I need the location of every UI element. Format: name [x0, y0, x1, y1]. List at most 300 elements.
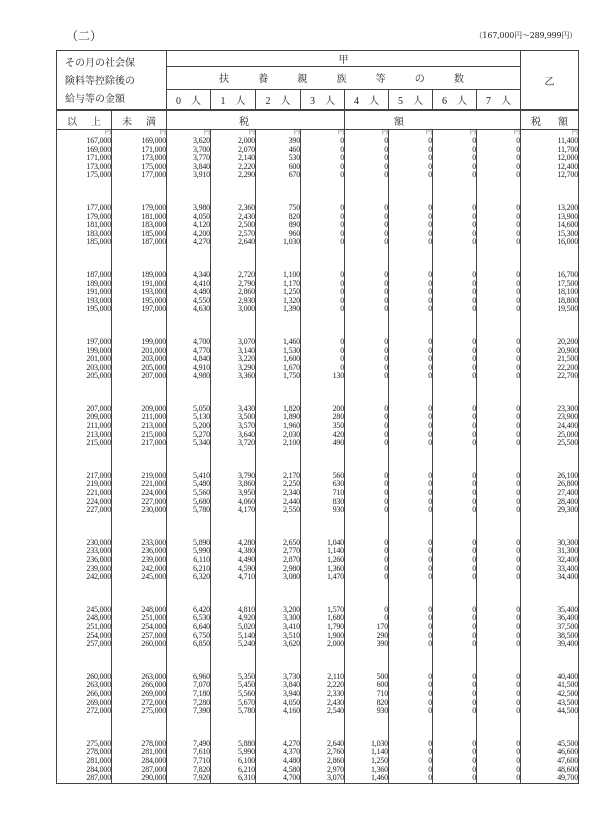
table-row [57, 347, 579, 356]
table-cell: 6,640 [167, 623, 211, 632]
table-cell: 420 [301, 431, 345, 440]
table-cell: 4,340 [167, 271, 211, 280]
table-cell: 263,000 [112, 673, 167, 682]
table-cell: 201,000 [112, 347, 167, 356]
table-cell: 350 [301, 422, 345, 431]
table-cell: 0 [477, 573, 521, 582]
table-cell: 171,000 [112, 146, 167, 155]
table-cell: 0 [477, 489, 521, 498]
spacer-cell [345, 649, 389, 673]
table-row [57, 640, 579, 649]
table-cell: 0 [345, 137, 389, 146]
table-cell: 5,350 [211, 673, 256, 682]
table-cell: 490 [301, 439, 345, 448]
table-row [57, 364, 579, 373]
spacer-cell [389, 180, 433, 204]
table-cell: 0 [301, 213, 345, 222]
table-cell: 5,990 [211, 748, 256, 757]
spacer-cell [167, 247, 211, 271]
table-cell: 0 [389, 573, 433, 582]
table-cell: 0 [345, 305, 389, 314]
table-cell: 266,000 [57, 690, 112, 699]
table-cell: 4,050 [256, 699, 301, 708]
table-cell: 0 [477, 673, 521, 682]
table-cell: 2,330 [301, 690, 345, 699]
tax-header-zei: 税 [167, 110, 345, 130]
table-cell: 193,000 [57, 297, 112, 306]
table-cell: 5,410 [167, 472, 211, 481]
table-cell: 0 [433, 347, 477, 356]
table-cell: 710 [345, 690, 389, 699]
table-cell: 0 [345, 163, 389, 172]
table-cell: 2,000 [211, 137, 256, 146]
table-cell: 7,180 [167, 690, 211, 699]
table-cell: 0 [433, 707, 477, 716]
miman-header-char: 満 [146, 116, 156, 128]
table-row [57, 413, 579, 422]
table-cell: 0 [477, 422, 521, 431]
spacer-cell [112, 247, 167, 271]
table-cell: 197,000 [112, 305, 167, 314]
table-cell: 0 [345, 431, 389, 440]
table-cell: 0 [389, 146, 433, 155]
spacer-cell [389, 716, 433, 740]
table-cell: 13,200 [521, 204, 579, 213]
table-cell: 2,860 [301, 757, 345, 766]
table-cell: 2,070 [211, 146, 256, 155]
yen-unit: 円 [301, 130, 345, 138]
table-cell: 0 [477, 364, 521, 373]
table-cell: 0 [433, 297, 477, 306]
table-cell: 5,560 [167, 489, 211, 498]
spacer-cell [301, 180, 345, 204]
table-cell: 281,000 [112, 748, 167, 757]
table-cell: 3,360 [211, 372, 256, 381]
table-cell: 227,000 [112, 498, 167, 507]
table-cell: 0 [433, 673, 477, 682]
table-cell: 1,040 [301, 539, 345, 548]
table-cell: 0 [477, 472, 521, 481]
table-cell: 280 [301, 413, 345, 422]
table-cell: 0 [433, 405, 477, 414]
table-cell: 630 [301, 480, 345, 489]
table-cell: 0 [345, 364, 389, 373]
table-cell: 4,810 [211, 606, 256, 615]
table-cell: 4,910 [167, 364, 211, 373]
table-cell: 0 [477, 766, 521, 775]
spacer-cell [345, 180, 389, 204]
table-cell: 0 [477, 606, 521, 615]
table-cell: 0 [433, 573, 477, 582]
table-cell: 0 [477, 163, 521, 172]
table-cell: 0 [389, 632, 433, 641]
spacer-cell [345, 314, 389, 338]
spacer-cell [112, 515, 167, 539]
spacer-cell [211, 716, 256, 740]
table-cell: 5,780 [167, 506, 211, 515]
table-cell: 221,000 [112, 480, 167, 489]
spacer-cell [389, 314, 433, 338]
table-cell: 0 [301, 137, 345, 146]
table-cell: 287,000 [112, 766, 167, 775]
table-cell: 0 [345, 271, 389, 280]
table-cell: 2,000 [301, 640, 345, 649]
table-cell: 0 [477, 774, 521, 783]
table-cell: 4,480 [167, 288, 211, 297]
table-cell: 820 [345, 699, 389, 708]
spacer-cell [211, 582, 256, 606]
yen-unit: 円 [112, 130, 167, 138]
block-spacer [57, 649, 579, 673]
table-cell: 0 [389, 439, 433, 448]
table-cell: 205,000 [112, 364, 167, 373]
table-cell: 530 [256, 154, 301, 163]
table-cell: 5,020 [211, 623, 256, 632]
table-cell: 0 [477, 547, 521, 556]
table-cell: 27,400 [521, 489, 579, 498]
table-cell: 4,060 [211, 498, 256, 507]
table-cell: 0 [345, 230, 389, 239]
table-cell: 45,500 [521, 740, 579, 749]
table-row [57, 439, 579, 448]
spacer-cell [57, 448, 112, 472]
spacer-cell [167, 381, 211, 405]
spacer-cell [112, 381, 167, 405]
table-cell: 0 [477, 280, 521, 289]
spacer-cell [167, 515, 211, 539]
spacer-cell [301, 515, 345, 539]
table-cell: 0 [389, 498, 433, 507]
table-cell: 0 [433, 372, 477, 381]
table-row [57, 632, 579, 641]
spacer-cell [167, 716, 211, 740]
table-cell: 0 [433, 506, 477, 515]
table-row [57, 690, 579, 699]
yen-unit: 円 [57, 130, 112, 138]
table-cell: 600 [345, 681, 389, 690]
table-cell: 4,280 [211, 539, 256, 548]
table-row [57, 506, 579, 515]
table-cell: 209,000 [112, 405, 167, 414]
table-cell: 21,500 [521, 355, 579, 364]
table-cell: 1,680 [301, 614, 345, 623]
table-cell: 3,290 [211, 364, 256, 373]
table-cell: 6,210 [211, 766, 256, 775]
spacer-cell [433, 180, 477, 204]
spacer-cell [57, 314, 112, 338]
table-cell: 254,000 [112, 623, 167, 632]
table-cell: 4,200 [167, 230, 211, 239]
spacer-cell [433, 649, 477, 673]
table-cell: 4,270 [256, 740, 301, 749]
table-cell: 242,000 [112, 565, 167, 574]
table-cell: 7,490 [167, 740, 211, 749]
table-cell: 3,730 [256, 673, 301, 682]
table-cell: 0 [345, 422, 389, 431]
table-cell: 0 [345, 413, 389, 422]
spacer-cell [57, 247, 112, 271]
table-cell: 0 [345, 405, 389, 414]
table-cell: 0 [477, 372, 521, 381]
table-cell: 245,000 [57, 606, 112, 615]
table-cell: 1,600 [256, 355, 301, 364]
table-cell: 5,140 [211, 632, 256, 641]
table-cell: 0 [477, 154, 521, 163]
table-row [57, 480, 579, 489]
table-cell: 4,160 [256, 707, 301, 716]
table-cell: 2,970 [301, 766, 345, 775]
dependents-col-header: 0 人 [167, 89, 211, 110]
table-cell: 0 [389, 305, 433, 314]
table-cell: 0 [301, 204, 345, 213]
table-cell: 5,480 [167, 480, 211, 489]
table-cell: 32,400 [521, 556, 579, 565]
table-cell: 0 [389, 230, 433, 239]
table-cell: 200 [301, 405, 345, 414]
table-cell: 6,310 [211, 774, 256, 783]
kou-header: 甲 [167, 51, 521, 67]
table-cell: 1,470 [301, 573, 345, 582]
table-cell: 0 [433, 640, 477, 649]
table-cell: 2,360 [211, 204, 256, 213]
table-cell: 6,110 [167, 556, 211, 565]
table-row [57, 146, 579, 155]
table-cell: 189,000 [57, 280, 112, 289]
table-cell: 4,700 [256, 774, 301, 783]
table-cell: 2,500 [211, 221, 256, 230]
spacer-cell [256, 247, 301, 271]
table-cell: 6,100 [211, 757, 256, 766]
income-bracket-header-line: 給与等の金額 [65, 94, 125, 105]
tax-table-body [57, 130, 579, 784]
dependents-col-header: 6 人 [433, 89, 477, 110]
spacer-cell [521, 649, 579, 673]
table-row [57, 230, 579, 239]
table-cell: 0 [301, 271, 345, 280]
spacer-cell [389, 381, 433, 405]
table-row [57, 707, 579, 716]
spacer-cell [389, 649, 433, 673]
table-cell: 2,140 [211, 154, 256, 163]
table-cell: 257,000 [57, 640, 112, 649]
spacer-cell [211, 314, 256, 338]
table-cell: 0 [389, 766, 433, 775]
table-cell: 169,000 [112, 137, 167, 146]
spacer-cell [521, 247, 579, 271]
dependents-col-header: 7 人 [477, 89, 521, 110]
table-cell: 0 [389, 748, 433, 757]
table-cell: 0 [345, 280, 389, 289]
yen-unit: 円 [521, 130, 579, 138]
table-cell: 0 [433, 338, 477, 347]
table-cell: 710 [301, 489, 345, 498]
table-cell: 2,570 [211, 230, 256, 239]
table-row [57, 539, 579, 548]
table-cell: 209,000 [57, 413, 112, 422]
spacer-cell [433, 582, 477, 606]
table-cell: 187,000 [112, 238, 167, 247]
spacer-cell [167, 180, 211, 204]
spacer-cell [167, 314, 211, 338]
spacer-cell [345, 716, 389, 740]
table-cell: 2,550 [256, 506, 301, 515]
table-cell: 3,770 [167, 154, 211, 163]
table-cell: 19,500 [521, 305, 579, 314]
table-cell: 0 [433, 305, 477, 314]
table-cell: 0 [301, 355, 345, 364]
spacer-cell [256, 716, 301, 740]
table-cell: 290 [345, 632, 389, 641]
spacer-cell [521, 381, 579, 405]
table-cell: 0 [433, 422, 477, 431]
table-cell: 224,000 [112, 489, 167, 498]
table-cell: 0 [389, 213, 433, 222]
table-cell: 3,430 [211, 405, 256, 414]
spacer-cell [477, 716, 521, 740]
table-cell: 0 [301, 305, 345, 314]
table-cell: 219,000 [112, 472, 167, 481]
spacer-cell [477, 448, 521, 472]
table-cell: 257,000 [112, 632, 167, 641]
spacer-cell [477, 180, 521, 204]
table-cell: 7,070 [167, 681, 211, 690]
table-cell: 0 [389, 614, 433, 623]
table-cell: 0 [301, 146, 345, 155]
table-cell: 44,500 [521, 707, 579, 716]
spacer-cell [389, 582, 433, 606]
table-cell: 7,710 [167, 757, 211, 766]
spacer-cell [301, 582, 345, 606]
table-cell: 0 [389, 204, 433, 213]
table-cell: 251,000 [57, 623, 112, 632]
spacer-cell [345, 247, 389, 271]
spacer-cell [345, 448, 389, 472]
table-cell: 5,130 [167, 413, 211, 422]
table-cell: 233,000 [57, 547, 112, 556]
table-row [57, 681, 579, 690]
table-cell: 263,000 [57, 681, 112, 690]
table-cell: 5,990 [167, 547, 211, 556]
table-cell: 0 [301, 163, 345, 172]
table-cell: 0 [477, 204, 521, 213]
table-cell: 0 [389, 372, 433, 381]
table-cell: 11,700 [521, 146, 579, 155]
yen-unit: 円 [211, 130, 256, 138]
table-row [57, 372, 579, 381]
table-cell: 0 [477, 757, 521, 766]
table-cell: 0 [389, 690, 433, 699]
table-cell: 28,400 [521, 498, 579, 507]
table-cell: 0 [389, 238, 433, 247]
table-cell: 3,000 [211, 305, 256, 314]
dependents-header-char: の [414, 74, 425, 86]
table-cell: 0 [389, 707, 433, 716]
block-spacer [57, 180, 579, 204]
table-cell: 0 [345, 547, 389, 556]
table-cell: 2,110 [301, 673, 345, 682]
table-row [57, 355, 579, 364]
block-spacer [57, 582, 579, 606]
spacer-cell [345, 381, 389, 405]
table-cell: 1,360 [345, 766, 389, 775]
table-row [57, 171, 579, 180]
table-cell: 248,000 [57, 614, 112, 623]
table-cell: 3,070 [301, 774, 345, 783]
table-cell: 0 [433, 238, 477, 247]
table-cell: 0 [301, 364, 345, 373]
table-cell: 6,850 [167, 640, 211, 649]
table-cell: 0 [345, 213, 389, 222]
spacer-cell [211, 649, 256, 673]
table-cell: 0 [345, 489, 389, 498]
table-cell: 0 [345, 372, 389, 381]
table-cell: 6,530 [167, 614, 211, 623]
table-cell: 25,500 [521, 439, 579, 448]
table-cell: 1,250 [345, 757, 389, 766]
dependents-header-char: 等 [375, 74, 386, 86]
table-cell: 0 [301, 171, 345, 180]
table-cell: 26,100 [521, 472, 579, 481]
table-cell: 390 [345, 640, 389, 649]
spacer-cell [521, 582, 579, 606]
block-spacer [57, 515, 579, 539]
table-row [57, 297, 579, 306]
table-cell: 0 [477, 439, 521, 448]
spacer-cell [521, 314, 579, 338]
table-row [57, 489, 579, 498]
table-cell: 183,000 [112, 221, 167, 230]
spacer-cell [301, 649, 345, 673]
table-cell: 12,700 [521, 171, 579, 180]
table-cell: 16,000 [521, 238, 579, 247]
table-cell: 0 [477, 681, 521, 690]
table-cell: 242,000 [57, 573, 112, 582]
table-cell: 0 [389, 154, 433, 163]
spacer-cell [301, 716, 345, 740]
ijou-header [57, 110, 112, 130]
table-cell: 213,000 [112, 422, 167, 431]
spacer-cell [433, 247, 477, 271]
spacer-cell [345, 515, 389, 539]
table-cell: 0 [433, 480, 477, 489]
table-cell: 2,430 [211, 213, 256, 222]
table-cell: 1,820 [256, 405, 301, 414]
table-cell: 0 [389, 774, 433, 783]
table-cell: 4,710 [211, 573, 256, 582]
table-cell: 2,340 [256, 489, 301, 498]
table-cell: 930 [345, 707, 389, 716]
table-cell: 0 [477, 405, 521, 414]
table-cell: 17,500 [521, 280, 579, 289]
table-cell: 185,000 [112, 230, 167, 239]
otsu-header: 乙 [521, 51, 579, 111]
table-cell: 1,460 [256, 338, 301, 347]
table-row [57, 405, 579, 414]
table-cell: 0 [433, 221, 477, 230]
table-cell: 260,000 [112, 640, 167, 649]
table-cell: 284,000 [112, 757, 167, 766]
table-cell: 0 [345, 154, 389, 163]
table-cell: 230,000 [112, 506, 167, 515]
table-cell: 0 [301, 347, 345, 356]
table-cell: 1,360 [301, 565, 345, 574]
spacer-cell [301, 381, 345, 405]
table-cell: 0 [345, 614, 389, 623]
table-cell: 2,650 [256, 539, 301, 548]
table-cell: 0 [477, 171, 521, 180]
table-cell: 203,000 [57, 364, 112, 373]
table-row [57, 699, 579, 708]
